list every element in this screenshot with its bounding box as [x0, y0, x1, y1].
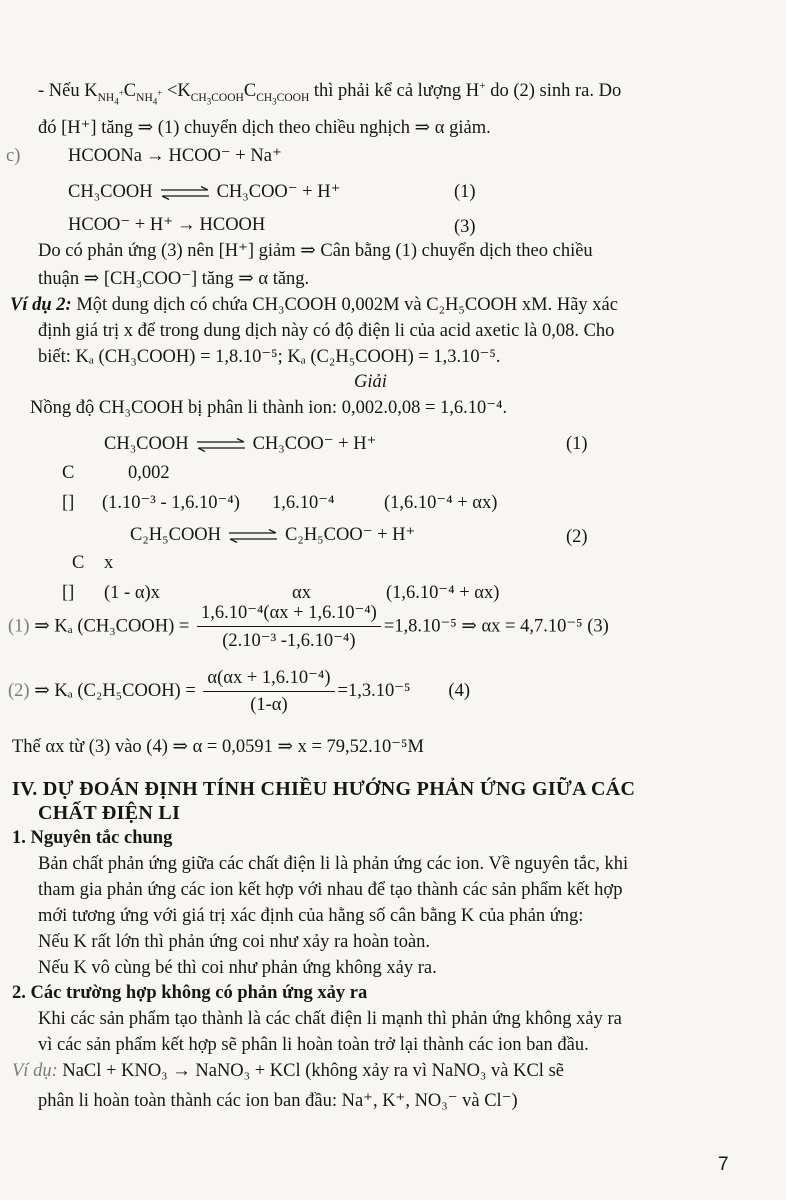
row-value: x: [104, 553, 114, 573]
example-2-line: Ví dụ 2: Một dung dịch có chứa CH₃COOH 0,002M và C₂H₅COOH xM. Hãy xác: [10, 295, 618, 315]
subsection-heading: 1. Nguyên tắc chung: [12, 828, 173, 848]
equation-number: (1): [566, 434, 588, 454]
row-label: []: [62, 493, 75, 513]
text-line: Khi các sản phẩm tạo thành là các chất điện li mạnh thì phản ứng không xảy ra: [38, 1009, 622, 1029]
fraction: $\frac{\text{α(αx + 1,6.10⁻⁴)}}{(1-\alpha)}$: [203, 667, 334, 716]
solution-heading: Giải: [354, 372, 387, 392]
subsection-heading: 2. Các trường hợp không có phản ứng xảy ra: [12, 983, 368, 1003]
text-line: biết: Kₐ (CH₃COOH) = 1,8.10⁻⁵; Kₐ (C₂H₅COOH) = 1,3.10⁻⁵.: [38, 347, 501, 367]
text-line: Nồng độ CH₃COOH bị phân li thành ion: 0,002.0,08 = 1,6.10⁻⁴.: [30, 398, 508, 418]
equation-number: (2): [566, 527, 588, 547]
equilibrium-arrow-icon: [227, 529, 279, 543]
formula-2: (2) ⇒ Kₐ (C₂H₅COOH) = $\frac{\text{α(αx + 1,6.10⁻⁴)}}{(1-\alpha)}$ =1,3.10⁻⁵ (4): [8, 668, 470, 715]
text-line: Thế αx từ (3) vào (4) ⇒ α = 0,0591 ⇒ x = 79,52.10⁻⁵M: [12, 737, 424, 757]
section-heading-cont: CHẤT ĐIỆN LI: [38, 802, 181, 824]
row-value: 1,6.10⁻⁴: [272, 493, 335, 513]
text-line: tham gia phản ứng các ion kết hợp với nhau để tạo thành các sản phẩm kết hợp: [38, 880, 623, 900]
text-line: Nếu K rất lớn thì phản ứng coi như xảy ra hoàn toàn.: [38, 932, 431, 952]
row-value: (1 - α)x: [104, 583, 160, 603]
item-label: c): [6, 146, 21, 166]
fraction: $\frac{\text{1,6.10⁻⁴(αx + 1,6.10⁻⁴)}}{\text{(2.10⁻³ -1,6.10⁻⁴)}}$: [197, 602, 381, 652]
example-line: Ví dụ: NaCl + KNO₃ → NaNO₃ + KCl (không xảy ra vì NaNO₃ và KCl sẽ: [12, 1061, 564, 1081]
row-value: αx: [292, 583, 311, 603]
row-value: (1,6.10⁻⁴ + αx): [384, 493, 498, 513]
row-label: C: [62, 463, 75, 483]
text-line: thuận ⇒ [CH₃COO⁻] tăng ⇒ α tăng.: [38, 269, 310, 289]
text-line: vì các sản phẩm kết hợp sẽ phân li hoàn toàn trở lại thành các ion ban đầu.: [38, 1035, 589, 1055]
row-label: C: [72, 553, 85, 573]
text-line: định giá trị x để trong dung dịch này có độ điện li của acid axetic là 0,08. Cho: [38, 321, 615, 341]
equilibrium-1: CH₃COOH CH₃COO⁻ + H⁺: [104, 434, 377, 454]
equilibrium-arrow-icon: [159, 186, 211, 200]
row-label: []: [62, 583, 75, 603]
text-line: Nếu K vô cùng bé thì coi như phản ứng không xảy ra.: [38, 958, 437, 978]
page-number: 7: [718, 1154, 729, 1175]
equation-number: (3): [454, 217, 476, 237]
row-value: 0,002: [128, 463, 170, 483]
text-line: mới tương ứng với giá trị xác định của hằng số cân bằng K của phản ứng:: [38, 906, 584, 926]
condition-line: - Nếu $K_{NH_4^+}C_{NH_4^+} <K_{CH_3COOH}C_{CH_3COOH}$ thì phải kể cả lượng H+ do (2) sinh ra. Do: [38, 79, 622, 106]
equation-c1: HCOONa → HCOO⁻ + Na⁺: [68, 146, 282, 166]
equation-number: (1): [454, 182, 476, 202]
equilibrium-arrow-icon: [195, 438, 247, 452]
formula-1: (1) ⇒ Kₐ (CH₃COOH) = $\frac{\text{1,6.10⁻⁴(αx + 1,6.10⁻⁴)}}{\text{(2.10⁻³ -1,6.10⁻⁴)}}$ =1,8.10⁻⁵ ⇒ αx = 4,7.10⁻⁵ (3): [8, 603, 609, 651]
equilibrium-2: C₂H₅COOH C₂H₅COO⁻ + H⁺: [130, 525, 416, 545]
row-value: (1.10⁻³ - 1,6.10⁻⁴): [102, 493, 240, 513]
text-line: phân li hoàn toàn thành các ion ban đầu: Na⁺, K⁺, NO₃⁻ và Cl⁻): [38, 1091, 518, 1111]
text-line: Bản chất phản ứng giữa các chất điện li là phản ứng các ion. Về nguyên tắc, khi: [38, 854, 629, 874]
text-line: Do có phản ứng (3) nên [H⁺] giảm ⇒ Cân bằng (1) chuyển dịch theo chiều: [38, 241, 593, 261]
equation-c2: CH₃COOH CH₃COO⁻ + H⁺: [68, 182, 341, 202]
text-line: đó [H⁺] tăng ⇒ (1) chuyển dịch theo chiều nghịch ⇒ α giảm.: [38, 118, 491, 138]
row-value: (1,6.10⁻⁴ + αx): [386, 583, 500, 603]
section-heading: IV. DỰ ĐOÁN ĐỊNH TÍNH CHIỀU HƯỚNG PHẢN ỨNG GIỮA CÁC: [12, 778, 636, 800]
equation-c3: HCOO⁻ + H⁺ → HCOOH: [68, 215, 266, 235]
